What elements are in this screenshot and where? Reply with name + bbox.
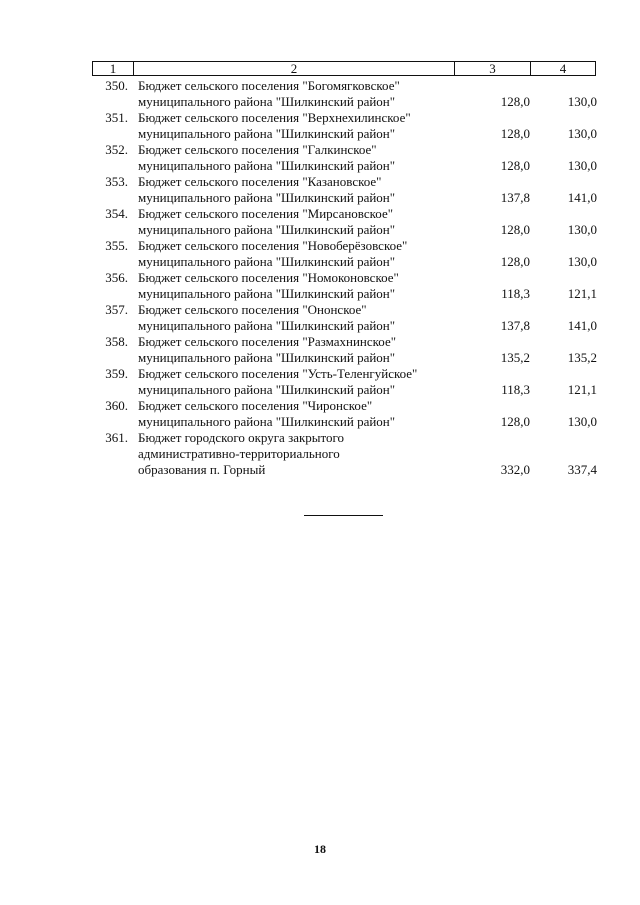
row-number: 350.	[105, 78, 128, 93]
row-line	[0, 142, 640, 158]
row-value-col4: 130,0	[567, 126, 597, 141]
column-header-2: 2	[134, 62, 455, 76]
row-description: муниципального района "Шилкинский район"	[138, 158, 396, 173]
table-row	[0, 78, 640, 110]
row-value-col4: 130,0	[567, 414, 597, 429]
row-value-col3: 135,2	[500, 350, 530, 365]
row-number: 354.	[105, 206, 128, 221]
row-description: Бюджет сельского поселения "Галкинское"	[138, 142, 377, 157]
row-line	[0, 398, 640, 414]
budget-list	[0, 78, 640, 478]
row-line	[0, 174, 640, 190]
table-row	[0, 206, 640, 238]
row-line	[0, 462, 640, 478]
row-description: Бюджет сельского поселения "Номоконовское"	[138, 270, 399, 285]
row-description: муниципального района "Шилкинский район"	[138, 414, 396, 429]
row-line	[0, 366, 640, 382]
page-number: 18	[314, 842, 326, 856]
row-description: муниципального района "Шилкинский район"	[138, 318, 396, 333]
row-value-col3: 118,3	[501, 286, 530, 301]
row-value-col3: 128,0	[500, 158, 530, 173]
row-line	[0, 206, 640, 222]
row-number: 358.	[105, 334, 128, 349]
table-row	[0, 142, 640, 174]
row-number: 352.	[105, 142, 128, 157]
row-number: 359.	[105, 366, 128, 381]
row-description: муниципального района "Шилкинский район"	[138, 94, 396, 109]
row-line	[0, 414, 640, 430]
row-line	[0, 94, 640, 110]
row-description: Бюджет сельского поселения "Чиронское"	[138, 398, 373, 413]
row-line	[0, 286, 640, 302]
row-value-col4: 141,0	[567, 318, 597, 333]
row-line	[0, 222, 640, 238]
row-line	[0, 446, 640, 462]
row-number: 353.	[105, 174, 128, 189]
row-number: 361.	[105, 430, 128, 445]
row-value-col3: 128,0	[500, 126, 530, 141]
row-value-col4: 130,0	[567, 158, 597, 173]
row-value-col3: 128,0	[500, 222, 530, 237]
row-description: муниципального района "Шилкинский район"	[138, 190, 396, 205]
column-header-1: 1	[93, 62, 134, 76]
row-value-col4: 337,4	[567, 462, 597, 477]
row-value-col3: 118,3	[501, 382, 530, 397]
row-value-col4: 130,0	[567, 94, 597, 109]
row-description: Бюджет сельского поселения "Ононское"	[138, 302, 367, 317]
closing-divider	[304, 515, 383, 516]
row-description: Бюджет сельского поселения "Верхнехилинское"	[138, 110, 411, 125]
table-row	[0, 334, 640, 366]
row-description: муниципального района "Шилкинский район"	[138, 222, 396, 237]
column-header-table	[92, 61, 596, 76]
row-value-col4: 135,2	[567, 350, 597, 365]
row-value-col4: 130,0	[567, 222, 597, 237]
table-row	[0, 174, 640, 206]
row-description: муниципального района "Шилкинский район"	[138, 382, 396, 397]
column-header-4: 4	[531, 62, 596, 76]
column-header-3: 3	[455, 62, 531, 76]
table-row	[0, 398, 640, 430]
row-line	[0, 334, 640, 350]
row-number: 356.	[105, 270, 128, 285]
row-value-col4: 141,0	[567, 190, 597, 205]
row-description: Бюджет городского округа закрытого	[138, 430, 345, 445]
row-description: Бюджет сельского поселения "Богомягковское"	[138, 78, 400, 93]
row-line	[0, 158, 640, 174]
row-value-col3: 137,8	[500, 318, 530, 333]
table-row	[0, 430, 640, 478]
row-description: Бюджет сельского поселения "Усть-Теленгуйское"	[138, 366, 418, 381]
table-row	[0, 302, 640, 334]
row-value-col3: 128,0	[500, 254, 530, 269]
row-description: муниципального района "Шилкинский район"	[138, 286, 396, 301]
row-line	[0, 190, 640, 206]
row-line	[0, 302, 640, 318]
row-line	[0, 318, 640, 334]
row-description: муниципального района "Шилкинский район"	[138, 350, 396, 365]
row-line	[0, 350, 640, 366]
row-line	[0, 110, 640, 126]
row-value-col3: 128,0	[500, 94, 530, 109]
row-value-col3: 137,8	[500, 190, 530, 205]
row-line	[0, 382, 640, 398]
row-description: Бюджет сельского поселения "Казановское"	[138, 174, 382, 189]
row-description: муниципального района "Шилкинский район"	[138, 254, 396, 269]
row-number: 351.	[105, 110, 128, 125]
row-value-col3: 332,0	[500, 462, 530, 477]
row-number: 355.	[105, 238, 128, 253]
row-description: муниципального района "Шилкинский район"	[138, 126, 396, 141]
row-line	[0, 126, 640, 142]
table-row	[0, 238, 640, 270]
table-row	[0, 270, 640, 302]
row-value-col4: 121,1	[567, 382, 597, 397]
row-description: Бюджет сельского поселения "Новоберёзовское"	[138, 238, 408, 253]
row-description: административно-территориального	[138, 446, 340, 461]
table-row	[0, 110, 640, 142]
row-value-col4: 121,1	[567, 286, 597, 301]
row-description: образования п. Горный	[138, 462, 266, 477]
row-description: Бюджет сельского поселения "Размахнинское"	[138, 334, 397, 349]
row-value-col4: 130,0	[567, 254, 597, 269]
row-value-col3: 128,0	[500, 414, 530, 429]
column-header-row	[93, 62, 596, 76]
row-number: 360.	[105, 398, 128, 413]
row-line	[0, 270, 640, 286]
row-description: Бюджет сельского поселения "Мирсановское"	[138, 206, 394, 221]
row-line	[0, 430, 640, 446]
row-line	[0, 254, 640, 270]
table-row	[0, 366, 640, 398]
row-number: 357.	[105, 302, 128, 317]
row-line	[0, 78, 640, 94]
row-line	[0, 238, 640, 254]
